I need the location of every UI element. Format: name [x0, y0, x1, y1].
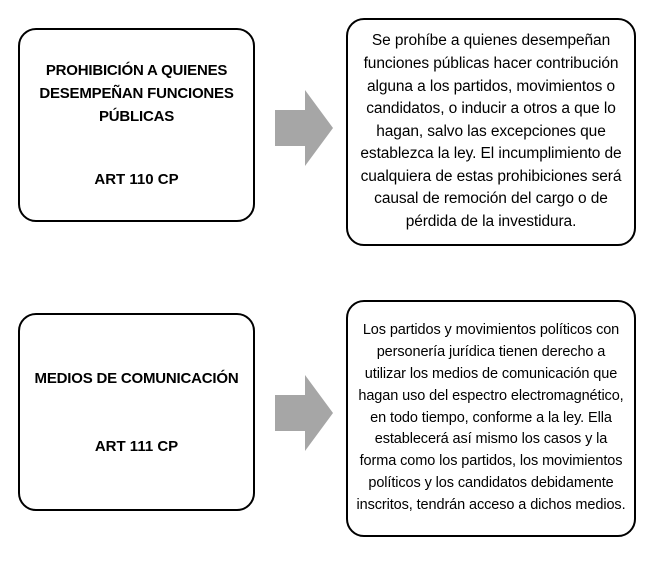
- description-text: Los partidos y movimientos políticos con personería jurídica tienen derecho a utilizar los medios de comunicación que hagan uso del espectro electromagnético, en todo tiempo, conforme a la ley. Ella establecerá así mismo los casos y la forma como los partidos, los movimientos políticos y los candidatos debidamente inscritos, tendrán acceso a dichos medios.: [356, 321, 626, 514]
- right-box-art-110-description: [346, 18, 636, 246]
- right-box-art-111-description: [346, 300, 636, 537]
- description-text: Se prohíbe a quienes desempeñan funciones públicas hacer contribución alguna a los partidos, movimientos o candidatos, o inducir a otros a que lo hagan, salvo las excepciones que establezca la ley. El incumplimiento de cualquiera de estas prohibiciones será causal de remoción del cargo o de pérdida de la investidura.: [360, 32, 622, 231]
- right-arrow-icon: [275, 90, 333, 166]
- left-box-title: PROHIBICIÓN A QUIENES DESEMPEÑAN FUNCIONES PÚBLICAS: [39, 62, 234, 125]
- left-box-title: MEDIOS DE COMUNICACIÓN: [34, 369, 239, 387]
- left-box-art-110: [18, 28, 255, 222]
- right-arrow-icon: [275, 375, 333, 451]
- left-box-article: ART 111 CP: [94, 437, 179, 455]
- left-box-art-111: [18, 313, 255, 511]
- left-box-article: ART 110 CP: [94, 171, 179, 188]
